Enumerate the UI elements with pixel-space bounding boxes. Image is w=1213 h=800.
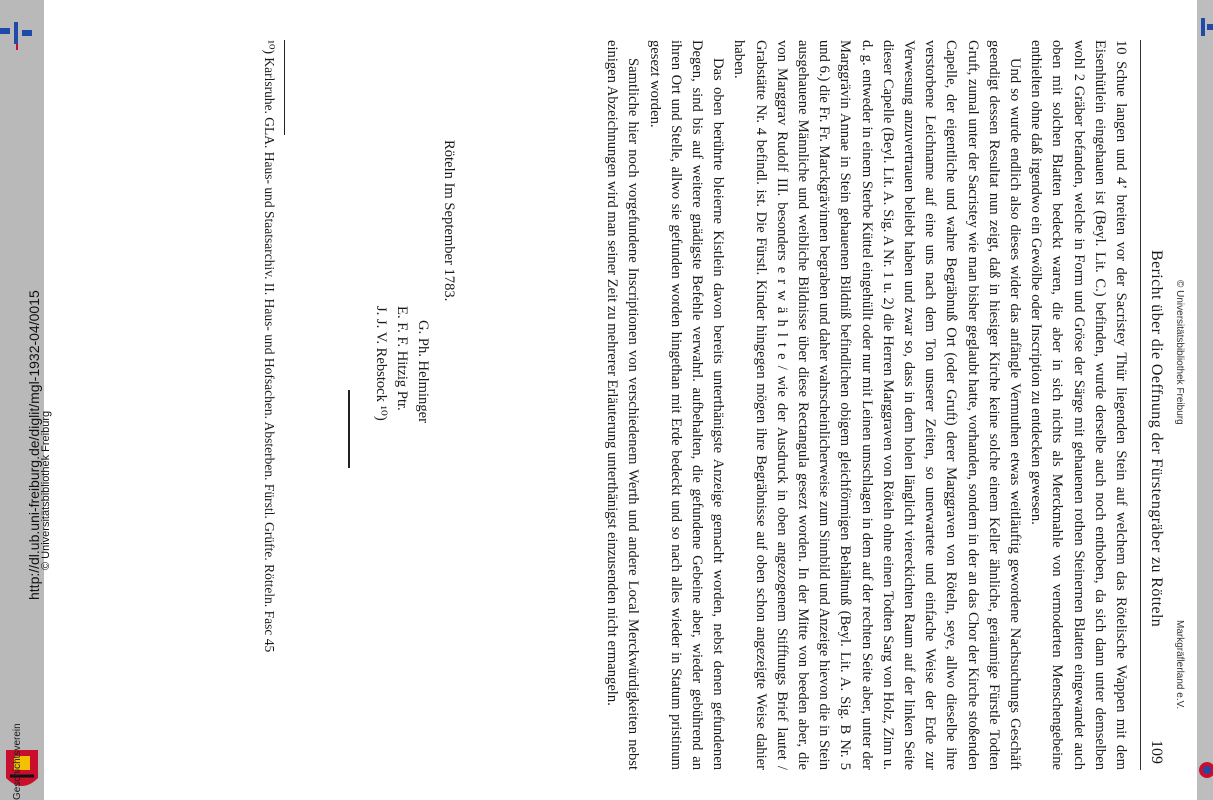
paragraph-4: Samtliche hier noch vorgefundene Inscriptionen von verschiedenem Werth und andere Local Merckwürdigkeiten nebst einigen Abzeichnungen wird man seiner Zeit zu mehrerer Erläuterung unterthänigst einzusenden nicht ermangeln.: [604, 40, 642, 770]
page-number: 109: [1148, 740, 1165, 764]
body-text: [601, 40, 1131, 770]
end-rule: [348, 390, 350, 468]
library-logo-right-icon: [1197, 14, 1213, 40]
paragraph-2: Und so wurde endlich also dieses wider das anfängle Vermuthen etwas weitläuftig gewordene Nachsuchungs Geschäft geendigt dessen Resultat nun zeigt, daß in hiesiger Kirche keine solche einem Keller ähnliche, geräumige Fürstle Todten Gruft, zumal unter der Sacristey wie man bisher geglaubt hatte, vorhanden, sondern in der an das Chor der Kirche stoßenden Capelle, der eigentliche und wahre Begräbnuß Ort (oder Gruft) derer Marggraven von Röteln, seye, allwo dieselbe ihre verstorbene Leichname auf eine uns nach dem Ton unserer Zeiten, so unerwartete und einfache Weise der Erde zur Verwesung anzuvertrauen beliebt haben und zwar so, dass in dem holen länglicht viereckichten Raum auf der linken Seite dieser Capelle (Beyl. Lit. A. Sig. A Nr. 1 u. 2) die Herren Marggraven von Röteln ohne einen Todten Sarg von Holz, Zinn u. d. g. entweder in einem Sterbe Küttel eingehüllt oder nur mit Leinen umschlagen in dem auf der rechten Seite aber, unter der Marggrävin Annae in Stein gehauenen Bildniß befindlichen obigem gleichförmigen Behältnuß (Beyl. Lit. A. Sig. B Nr. 5 und 6.) die Fr. Fr. Marckgrävinnen begraben und daher wahrscheinlicherweise zum Sinnbild und Anzeige hievon die in Stein ausgehauene Männliche und weibliche Bildnisse über diese Rectangula gesezt worden. In der Mitte von beeden aber, die von Marggrav Rudolf III. besonders e r w ä h l t e / wie der Ausdruck in oben angezogenem Stifftungs Brief lautet / Grabstätte Nr. 4 befindl. ist. Die Fürstl. Kinder hingegen mögen ihre Begräbnisse auf oben schon angezeigte Weise dahier haben.: [731, 40, 1023, 770]
right-credit-copyright: © Universitätsbibliothek Freiburg: [1174, 280, 1185, 425]
paragraph-1: 10 Schue langen und 4’ breiten vor der Sacristey Thür liegenden Stein auf welchem das Rötelische Wappen mit dem Eisenhütlein eingehauen ist (Beyl. Lit. C.) befinden, wurde derselbe auch noch enthoben, da sich dann unter demselben wohl 2 Gräber befanden, welche in Form und Gröse der Särge mit gehauenen rothen Steinernen Blatten eingewandet auch oben mit solchen Blatten bedeckt waren, die aber in sich nichts als Merckmahle von vermoderten Menschengebeine enthielten ohne daß irgendwo ein Gewölbe oder Inscription zu entdecken gewesen.: [1028, 40, 1129, 770]
document-page: [165, 40, 1165, 770]
running-head: [1140, 40, 1165, 770]
footnote-rule: [284, 40, 285, 135]
permalink-url[interactable]: http://dl.ub.uni-freiburg.de/diglit/mgl-1932-04/0015: [26, 290, 42, 600]
signatory-1: G. Ph. Helminger: [415, 320, 431, 423]
right-credit-society: Markgräflerland e.V.: [1174, 620, 1185, 710]
paragraph-3: Das oben berührte bleierne Kistlein davon bereits unterthänigste Anzeige gemacht worden, nebst denen gefundenen Degen, sind bis auf weitere gnädigste Befehle verwahrl. aufbehalten, die gefundene Gebeine aber, wieder gebührend an ihren Ort und Stelle, allwo sie gefunden worden hingethan mit Erde bedeckt und so nach alles wieder in Statum pristinum gesezt worden.: [646, 40, 727, 770]
left-credit-society: Geschichtsverein: [12, 723, 23, 800]
signatory-3: J. J. V. Rebstock ¹⁰): [373, 306, 389, 421]
coat-of-arms-right-icon: [1197, 750, 1213, 790]
place-date: Röteln Im September 1783.: [441, 140, 457, 302]
viewer-right-gutter: [1197, 0, 1213, 800]
right-credit-strip: [1171, 0, 1185, 800]
footnote: ¹⁰) Karlsruhe. GLA. Haus- und Staatsarchiv. II. Haus- und Hofsachen. Absterben. Fürstl. Grüfte. Rötteln. Fasc 45: [262, 40, 277, 653]
copyright-line: © Universitätsbibliothek Freiburg: [40, 410, 52, 570]
signature-block: [370, 306, 433, 423]
signatory-2: E. F. F. Hitzig Ptr.: [394, 306, 410, 411]
running-title: Bericht über die Oeffnung der Fürstengräber zu Rötteln: [1148, 250, 1165, 628]
